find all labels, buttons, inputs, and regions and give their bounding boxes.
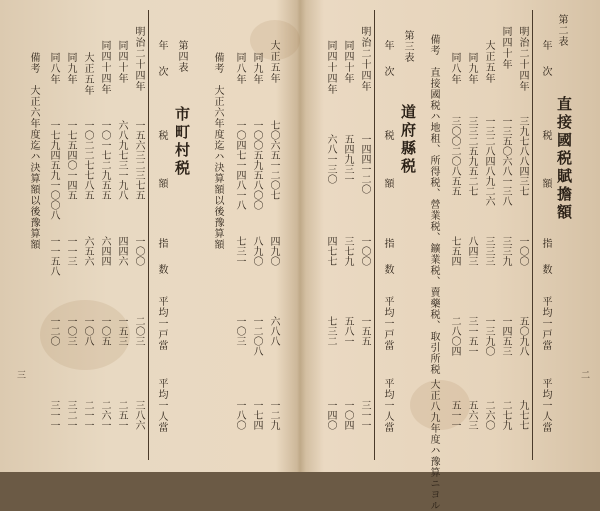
index-cell: 八九〇 (251, 236, 262, 266)
table3-header-year2: 次 (382, 66, 393, 82)
year-cell: 同八年 (234, 52, 245, 85)
amount-cell: 三〇〇二〇八五五 (449, 116, 460, 196)
year-cell: 大正五年 (82, 52, 93, 96)
household-cell: 二八〇四 (449, 316, 460, 356)
household-cell: 一五五 (359, 316, 370, 346)
household-cell: 一五三 (116, 316, 127, 346)
year-cell: 同八年 (48, 52, 59, 85)
index-cell: 一〇〇 (359, 236, 370, 266)
index-cell: 一一五八 (48, 236, 59, 276)
table3-header-index: 指 (382, 238, 393, 254)
household-cell: 五八一 (342, 316, 353, 346)
amount-cell: 一三二八四八九二六 (483, 116, 494, 206)
household-cell: 一二〇 (48, 316, 59, 346)
amount-cell: 五四九三一 (342, 134, 353, 184)
person-cell: 三八六 (133, 400, 144, 430)
amount-cell: 一五六三二三七五 (133, 120, 144, 200)
household-cell: 五〇九八 (517, 316, 528, 356)
year-cell: 同四十四年 (325, 40, 336, 95)
amount-cell: 一七九四五九一〇〇八 (48, 120, 59, 220)
person-cell: 九七七 (517, 400, 528, 430)
index-cell: 一一三 (65, 236, 76, 266)
index-cell: 六四四 (99, 236, 110, 266)
household-cell: 一二〇八 (251, 316, 262, 356)
index-cell: 四七七 (325, 236, 336, 266)
table3-note: 備考 大正六年度迄ハ決算額以後豫算額 (212, 52, 223, 250)
table4-title: 市町村税 (173, 106, 191, 178)
index-cell: 三三九 (500, 236, 511, 266)
table4-header-index: 指 (156, 238, 167, 254)
amount-cell: 三三二五九五二七 (466, 116, 477, 196)
household-cell: 三一五一 (466, 316, 477, 356)
index-cell: 一〇〇 (133, 236, 144, 266)
table4-header-year2: 次 (156, 66, 167, 82)
household-cell: 七三二 (325, 316, 336, 346)
table2-header-person: 平均一人當 (540, 378, 551, 433)
household-cell: 六八八 (268, 316, 279, 346)
household-cell: 一〇三 (234, 316, 245, 346)
year-cell: 明治二十四年 (133, 26, 144, 92)
index-cell: 一〇〇 (517, 236, 528, 266)
table4-header-household: 平均一戸當 (156, 296, 167, 351)
table2-header-year2: 次 (540, 66, 551, 82)
table-rule (532, 10, 533, 460)
page-number-left: 三 (15, 370, 25, 379)
person-cell: 三一一 (359, 400, 370, 430)
year-cell: 同九年 (65, 52, 76, 85)
person-cell: 一四〇 (325, 400, 336, 430)
table-rule (374, 10, 375, 460)
index-cell: 四四六 (116, 236, 127, 266)
table4-header-amount: 税 (156, 130, 167, 146)
household-cell: 一三九〇 (483, 316, 494, 356)
amount-cell: 六八一三〇 (325, 134, 336, 184)
table3-header-index2: 数 (382, 264, 393, 280)
index-cell: 七三一 (234, 236, 245, 266)
table3-header-amount: 税 (382, 130, 393, 146)
person-cell: 三一一 (48, 400, 59, 430)
year-cell: 同四十年 (500, 26, 511, 70)
table4-header-person: 平均一人當 (156, 378, 167, 433)
table4-note: 備考 大正六年度迄ハ決算額以後豫算額 (28, 52, 39, 250)
amount-cell: 一三五〇六八一三八 (500, 116, 511, 206)
paper-stain (410, 380, 470, 430)
table2-header-household: 平均一戸當 (540, 296, 551, 351)
index-cell: 八四三 (466, 236, 477, 266)
person-cell: 二一一 (82, 400, 93, 430)
table3-header-person: 平均一人當 (382, 378, 393, 433)
table2-header-amount: 税 (540, 130, 551, 146)
year-cell: 明治二十四年 (517, 26, 528, 92)
index-cell: 四九〇 (268, 236, 279, 266)
amount-cell: 一七五四〇一四五 (65, 120, 76, 200)
year-cell: 同四十年 (342, 40, 353, 84)
table3-header-year: 年 (382, 40, 393, 56)
page-number-right: 二 (579, 370, 589, 379)
index-cell: 七五四 (449, 236, 460, 266)
household-cell: 一〇五 (99, 316, 110, 346)
table2-label: 第二表 (556, 14, 567, 47)
amount-cell: 七〇六五一二〇七 (268, 120, 279, 200)
amount-cell: 一四四一二〇 (359, 134, 370, 194)
person-cell: 二六一 (99, 400, 110, 430)
index-cell: 六五六 (82, 236, 93, 266)
table2-header-year: 年 (540, 40, 551, 56)
table3-title: 道府縣税 (399, 104, 417, 176)
person-cell: 三二一 (65, 400, 76, 430)
year-cell: 同九年 (251, 52, 262, 85)
year-cell: 大正五年 (268, 40, 279, 84)
household-cell: 二〇三 (133, 316, 144, 346)
index-cell: 三三三 (483, 236, 494, 266)
year-cell: 同四十年 (116, 40, 127, 84)
year-cell: 同九年 (466, 52, 477, 85)
table2-note: 備考 直接國税ハ地租、所得税、營業税、鑛業税、賣藥税、取引所税 大正八九年度ハ豫算ニヨル (428, 34, 439, 511)
person-cell: 二五一 (116, 400, 127, 430)
table4-header-year: 年 (156, 40, 167, 56)
table4-header-amount2: 額 (156, 178, 167, 194)
person-cell: 五六三 (466, 400, 477, 430)
table3-header-household: 平均一戸當 (382, 296, 393, 351)
table-rule (148, 10, 149, 460)
person-cell: 一七四 (251, 400, 262, 430)
amount-cell: 三九七八八四三七 (517, 116, 528, 196)
table2-header-index2: 数 (540, 264, 551, 280)
amount-cell: 一〇〇五九五八〇〇 (251, 120, 262, 210)
person-cell: 五一一 (449, 400, 460, 430)
household-cell: 一四五三 (500, 316, 511, 356)
amount-cell: 六八九七三一九八 (116, 120, 127, 200)
table4-header-index2: 数 (156, 264, 167, 280)
table2-header-index: 指 (540, 238, 551, 254)
amount-cell: 一〇四七一四八一八 (234, 120, 245, 210)
table3-label: 第三表 (402, 30, 413, 63)
table4-label: 第四表 (176, 40, 187, 73)
year-cell: 同四十四年 (99, 40, 110, 95)
amount-cell: 一〇一七二九五五 (99, 120, 110, 200)
household-cell: 一〇三 (65, 316, 76, 346)
table3-header-amount2: 額 (382, 178, 393, 194)
year-cell: 大正五年 (483, 40, 494, 84)
index-cell: 三七九 (342, 236, 353, 266)
table2-header-amount2: 額 (540, 178, 551, 194)
person-cell: 一〇四 (342, 400, 353, 430)
table2-title: 直接國税賦擔額 (555, 96, 573, 222)
household-cell: 一〇八 (82, 316, 93, 346)
person-cell: 二六〇 (483, 400, 494, 430)
person-cell: 二七九 (500, 400, 511, 430)
year-cell: 明治二十四年 (359, 26, 370, 92)
person-cell: 一二九 (268, 400, 279, 430)
person-cell: 一八〇 (234, 400, 245, 430)
year-cell: 同八年 (449, 52, 460, 85)
amount-cell: 一〇二二七七八五 (82, 120, 93, 200)
